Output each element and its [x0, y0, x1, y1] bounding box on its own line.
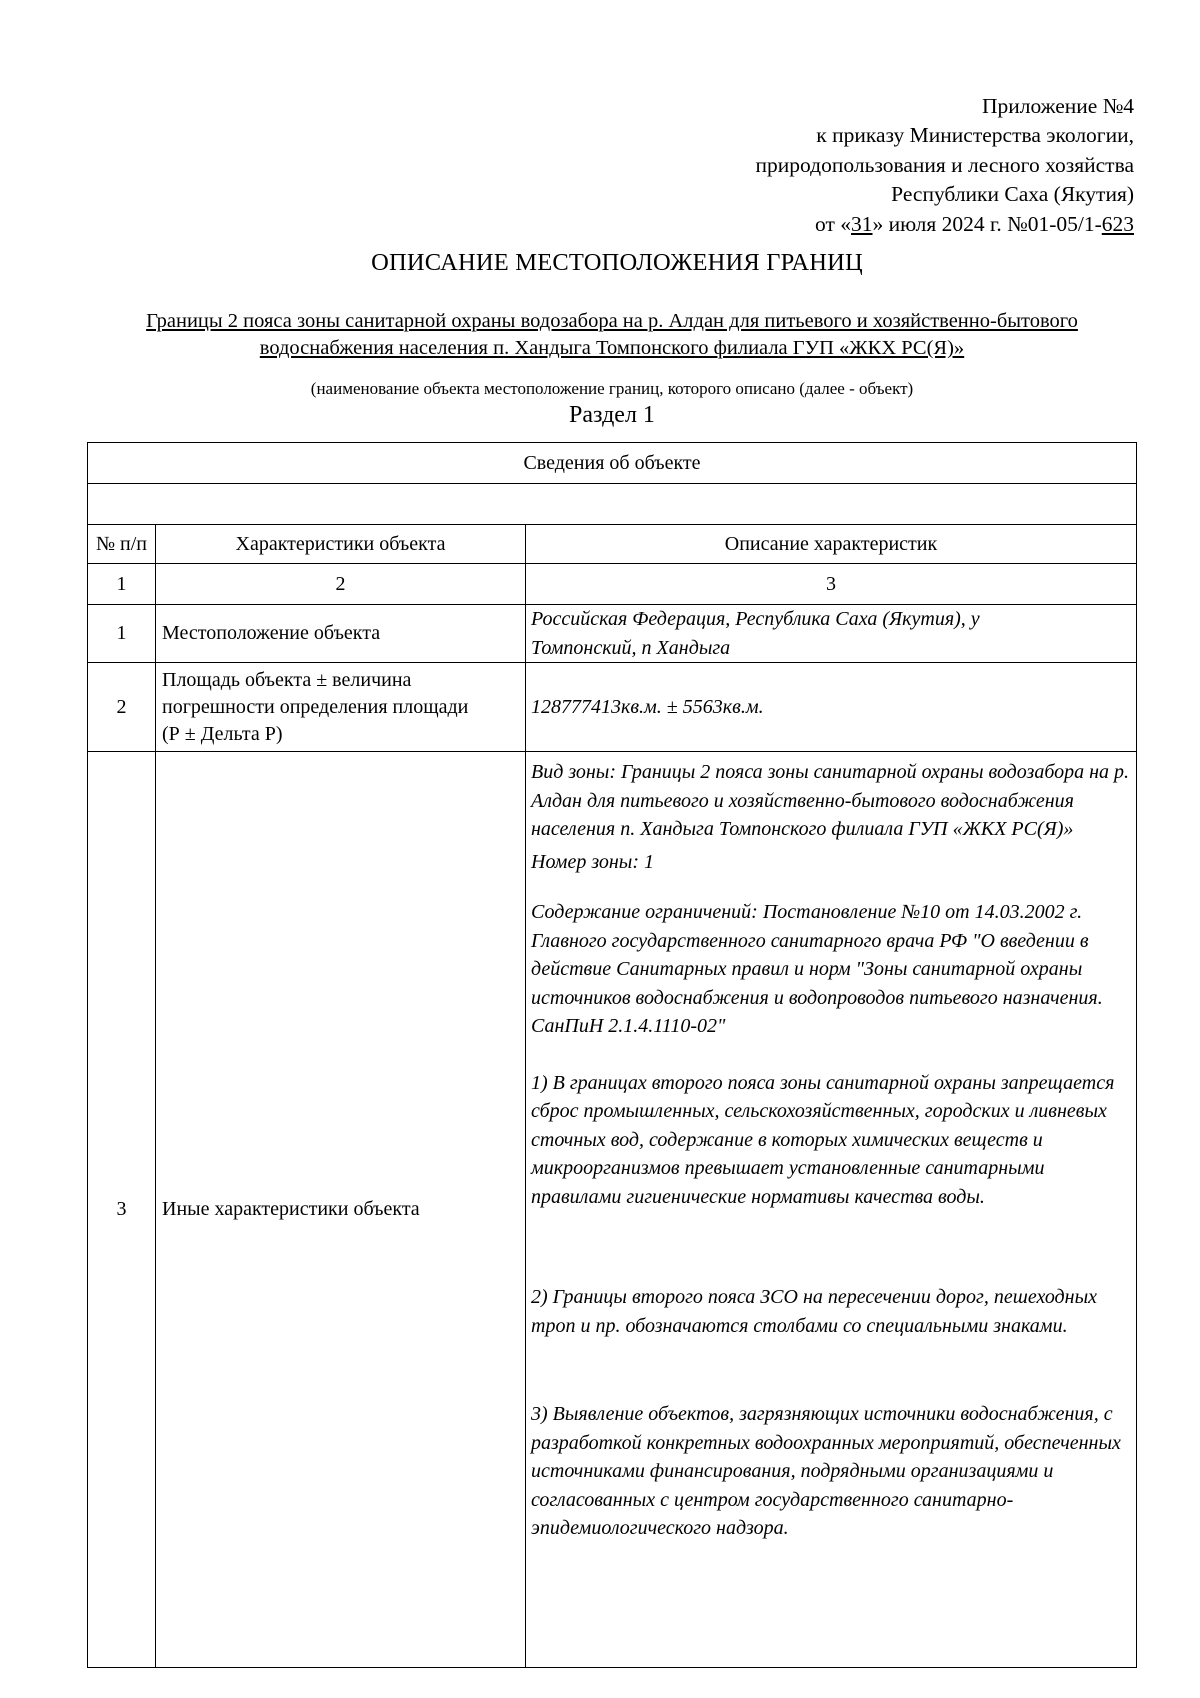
caption-row: [88, 443, 1137, 484]
subject-line-1: Границы 2 пояса зоны санитарной охраны водозабора на р. Алдан для питьевого и хозяйственно-бытового: [146, 310, 1078, 332]
naming-note: (наименование объекта местоположение границ, которого описано (далее - объект): [310, 379, 914, 398]
appendix-line-2: к приказу Министерства экологии,: [816, 123, 1134, 148]
table-row: [88, 752, 1137, 1668]
row-num: 3: [88, 752, 156, 1668]
area-name-line-3: (Р ± Дельта Р): [162, 722, 283, 745]
date-day: 31: [851, 211, 873, 236]
area-name-line-2: погрешности определения площади: [162, 695, 469, 718]
location-line-1: Российская Федерация, Республика Саха (Якутия), у: [531, 608, 980, 630]
area-value: 128777413кв.м. ± 5563кв.м.: [526, 663, 1137, 752]
subject-line-2: водоснабжения населения п. Хандыга Томпонского филиала ГУП «ЖКХ РС(Я)»: [259, 337, 965, 359]
header-row: [88, 525, 1137, 564]
appendix-header: [574, 92, 1134, 239]
zone-number: Номер зоны: 1: [531, 850, 654, 873]
zone-type: Вид зоны: Границы 2 пояса зоны санитарной охраны водозабора на р. Алдан для питьевого и хозяйственно-бытового водоснабжения населения п. Хандыга Томпонского филиала ГУП «ЖКХ РС(Я)»: [531, 761, 1130, 840]
col-number-3: 3: [526, 564, 1137, 605]
row-name: Местоположение объекта: [156, 605, 526, 663]
row-num: 2: [88, 663, 156, 752]
empty-cell: [88, 484, 1137, 525]
row-desc: [526, 605, 1137, 663]
area-name-line-1: Площадь объекта ± величина: [162, 668, 412, 691]
appendix-line-1: Приложение №4: [981, 94, 1134, 118]
table-row: [88, 663, 1137, 752]
header-description: Описание характеристик: [526, 525, 1137, 564]
numbering-row: [88, 564, 1137, 605]
header-num: № п/п: [88, 525, 156, 564]
appendix-date-line: [574, 210, 1134, 239]
order-number: 623: [1101, 211, 1134, 236]
table-caption: Сведения об объекте: [88, 443, 1137, 484]
row-name: [156, 663, 526, 752]
section-title: Раздел 1: [569, 402, 655, 428]
other-characteristics: [526, 752, 1137, 1668]
object-info-table: [87, 442, 1137, 1668]
document-title: ОПИСАНИЕ МЕСТОПОЛОЖЕНИЯ ГРАНИЦ: [371, 249, 863, 276]
restriction-item-3: 3) Выявление объектов, загрязняющих источники водоснабжения, с разработкой конкретных водоохранных мероприятий, обеспеченных источниками финансирования, подрядными организациями и согласованных с центром государственного санитарно-эпидемиологического надзора.: [531, 1403, 1121, 1539]
restriction-item-2: 2) Границы второго пояса ЗСО на пересечении дорог, пешеходных троп и пр. обозначаются столбами со специальными знаками.: [531, 1286, 1098, 1337]
restriction-item-1: 1) В границах второго пояса зоны санитарной охраны запрещается сброс промышленных, сельскохозяйственных, городских и ливневых сточных вод, содержание в которых химических веществ и микроорганизмов превышает установленные санитарными правилами гигиенические нормативы качества воды.: [531, 1071, 1115, 1208]
col-number-1: 1: [88, 564, 156, 605]
restrictions: Содержание ограничений: Постановление №10 от 14.03.2002 г. Главного государственного санитарного врача РФ "О введении в действие Санитарных правил и норм "Зоны санитарной охраны источников водоснабжения и водопроводов питьевого назначения. СанПиН 2.1.4.1110-02": [531, 901, 1103, 1037]
table-row: [88, 605, 1137, 663]
col-number-2: 2: [156, 564, 526, 605]
object-subject: [90, 308, 1134, 362]
row-name: Иные характеристики объекта: [156, 752, 526, 1668]
empty-row: [88, 484, 1137, 525]
date-middle: » июля 2024 г. №01-05/1-: [872, 211, 1102, 236]
location-line-2: Томпонский, п Хандыга: [531, 636, 731, 659]
date-prefix: от «: [815, 211, 852, 236]
header-characteristics: Характеристики объекта: [156, 525, 526, 564]
appendix-line-3: природопользования и лесного хозяйства: [755, 152, 1134, 177]
row-num: 1: [88, 605, 156, 663]
appendix-line-4: Республики Саха (Якутия): [891, 182, 1134, 207]
